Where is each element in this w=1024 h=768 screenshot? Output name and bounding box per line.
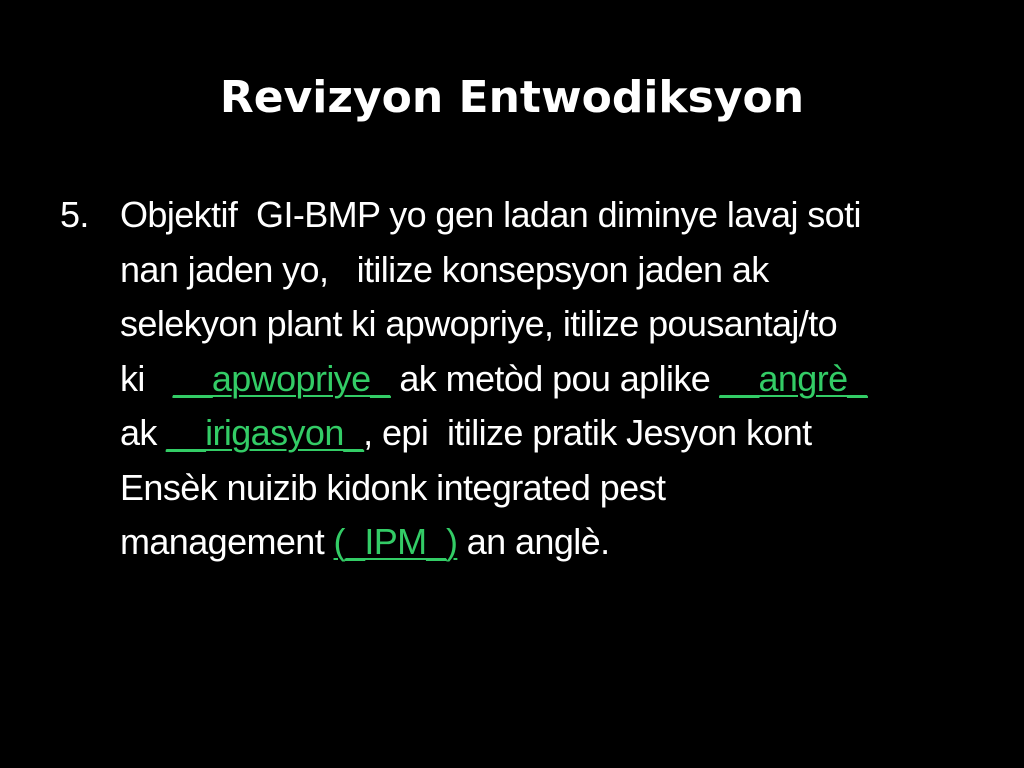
fill-in-answer-ipm: (_IPM_)	[333, 521, 458, 562]
body-text: Ensèk nuizib kidonk integrated pest	[120, 466, 666, 508]
fill-in-answer-irigasyon: __irigasyon_	[166, 412, 364, 453]
body-text: ak metòd pou aplike	[389, 357, 720, 399]
body-line	[120, 406, 960, 461]
fill-in-answer-angre: __angrè_	[719, 357, 867, 399]
body-text: nan jaden yo, itilize konsepsyon jaden ak	[120, 248, 769, 290]
body-line	[120, 352, 960, 407]
body-line	[120, 188, 960, 243]
slide-title: Revizyon Entwodiksyon	[219, 72, 805, 123]
body-line	[120, 297, 960, 352]
body-text: Objektif GI-BMP yo gen ladan diminye lavaj soti	[120, 194, 861, 235]
body-text: an anglè.	[457, 521, 610, 562]
body-text: ki	[120, 357, 174, 399]
body-line	[120, 461, 960, 516]
fill-in-answer-apwopriye: __apwopriye_	[173, 357, 390, 399]
body-text: ak	[120, 412, 167, 453]
body-line	[120, 515, 960, 570]
body-text: management	[120, 521, 334, 562]
item-body	[120, 188, 960, 570]
item-number: 5.	[60, 194, 89, 235]
body-text: selekyon plant ki apwopriye, itilize pousantaj/to	[120, 303, 838, 344]
numbered-item	[60, 188, 960, 570]
body-line	[120, 243, 960, 298]
body-text: , epi itilize pratik Jesyon kont	[363, 412, 812, 453]
